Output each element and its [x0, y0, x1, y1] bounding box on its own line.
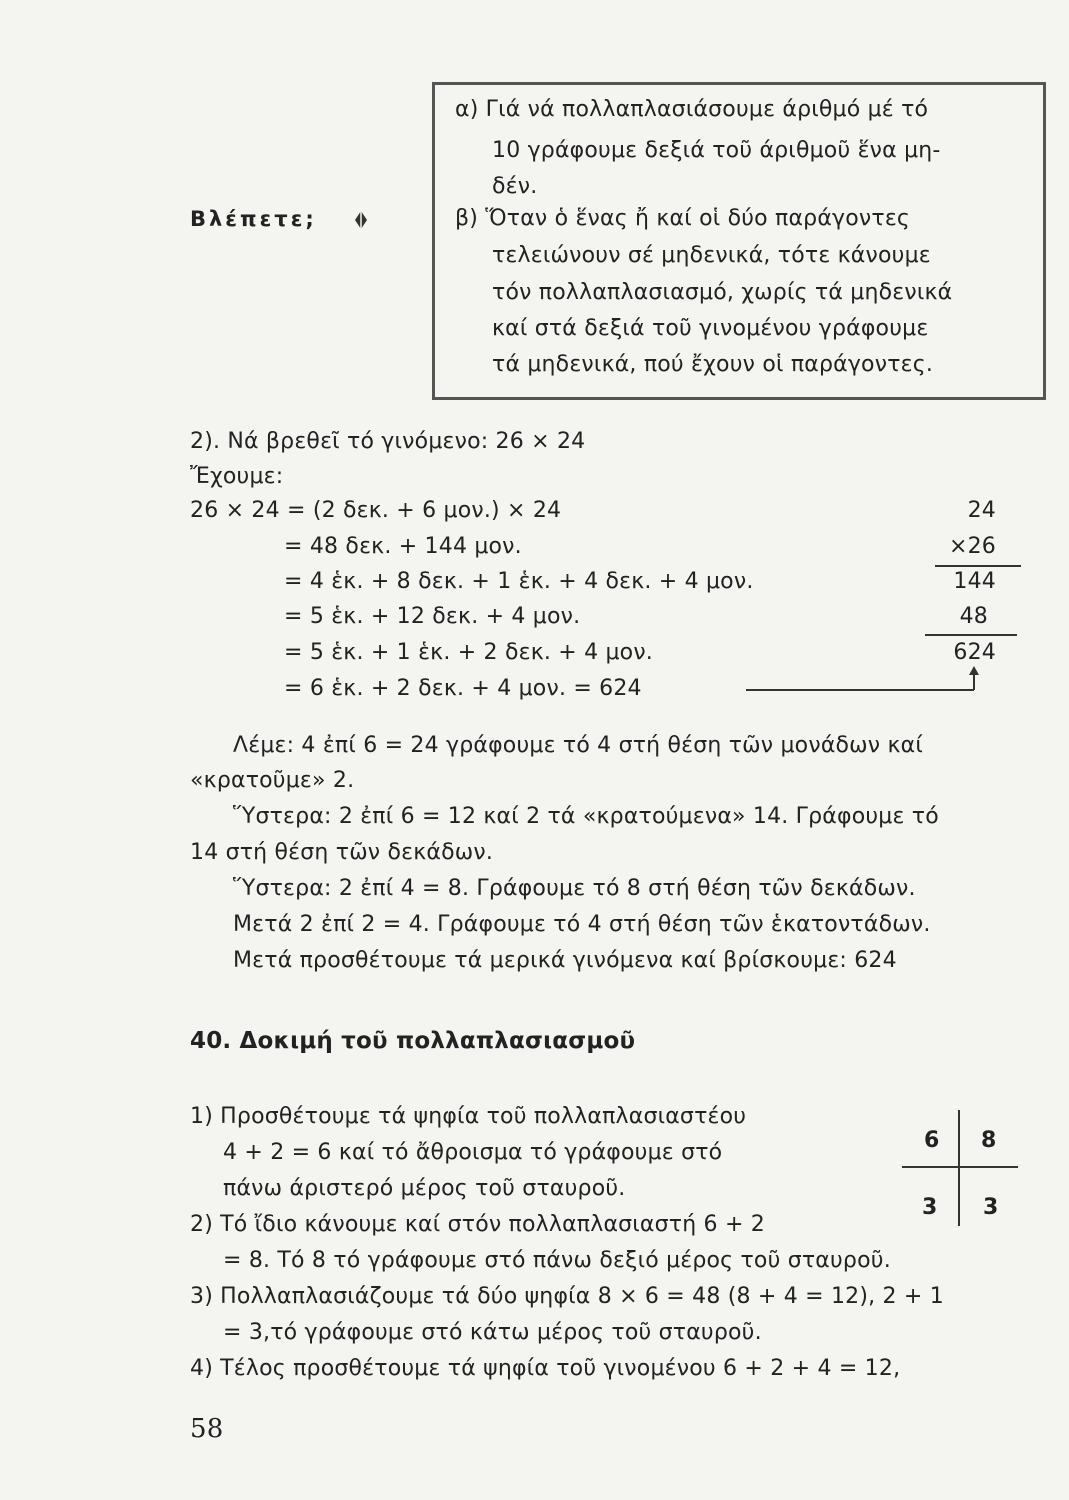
side-label: Βλέπετε;	[190, 207, 317, 231]
explanation-line: Μετά 2 ἐπί 2 = 4. Γράφουμε τό 4 στή θέση τῶν ἑκατοντάδων.	[233, 912, 931, 937]
rule-line: α) Γιά νά πολλαπλασιάσουμε άριθμό μέ τό	[455, 97, 929, 122]
column-rule	[925, 634, 1017, 636]
explanation-line: Ὕστερα: 2 ἐπί 4 = 8. Γράφουμε τό 8 στή θέση τῶν δεκάδων.	[233, 876, 916, 901]
example-have: Ἔχουμε:	[190, 464, 284, 489]
column-partial: 48	[959, 604, 988, 629]
section-line: = 3,τό γράφουμε στό κάτω μέρος τοῦ σταυροῦ.	[223, 1320, 762, 1345]
section-line: = 8. Τό 8 τό γράφουμε στό πάνω δεξιό μέρος τοῦ σταυροῦ.	[223, 1248, 891, 1273]
explanation-line: Μετά προσθέτουμε τά μερικά γινόμενα καί βρίσκουμε: 624	[233, 948, 897, 973]
rule-line: τόν πολλαπλασιασμό, χωρίς τά μηδενικά	[492, 280, 953, 305]
calc-step: = 5 ἑκ. + 1 ἑκ. + 2 δεκ. + 4 μον.	[284, 640, 653, 665]
column-multiplicand: 24	[967, 498, 996, 523]
rule-line: 10 γράφουμε δεξιά τοῦ άριθμοῦ ἕνα μη-	[492, 138, 941, 163]
pointing-hand-icon	[353, 210, 369, 230]
calc-step: 26 × 24 = (2 δεκ. + 6 μον.) × 24	[190, 498, 562, 523]
section-heading: 40. Δοκιμή τοῦ πολλαπλασιασμοῦ	[190, 1028, 636, 1054]
explanation-line: «κρατοῦμε» 2.	[190, 768, 355, 793]
column-multiplier: ×26	[948, 534, 996, 559]
calc-step: = 4 ἑκ. + 8 δεκ. + 1 ἑκ. + 4 δεκ. + 4 μον.	[284, 569, 754, 594]
rule-line: τελειώνουν σέ μηδενικά, τότε κάνουμε	[492, 243, 931, 268]
page-number: 58	[190, 1414, 224, 1444]
rule-line: τά μηδενικά, πού ἔχουν οἱ παράγοντες.	[492, 352, 934, 377]
calc-step: = 48 δεκ. + 144 μον.	[284, 534, 522, 559]
section-line: 1) Προσθέτουμε τά ψηφία τοῦ πολλαπλασιαστέου	[190, 1104, 747, 1129]
cross-vertical	[958, 1110, 960, 1226]
cross-top-left: 6	[924, 1128, 940, 1153]
section-line: 4) Τέλος προσθέτουμε τά ψηφία τοῦ γινομένου 6 + 2 + 4 = 12,	[190, 1356, 901, 1381]
column-rule	[935, 565, 1021, 567]
column-result: 624	[953, 640, 996, 665]
column-partial: 144	[953, 569, 996, 594]
cross-bottom-left: 3	[922, 1195, 938, 1220]
explanation-line: Ὕστερα: 2 ἐπί 6 = 12 καί 2 τά «κρατούμενα» 14. Γράφουμε τό	[233, 804, 939, 829]
cross-bottom-right: 3	[983, 1195, 999, 1220]
section-line: 4 + 2 = 6 καί τό ἄθροισμα τό γράφουμε στό	[223, 1140, 723, 1165]
rule-line: καί στά δεξιά τοῦ γινομένου γράφουμε	[492, 316, 929, 341]
section-line: πάνω άριστερό μέρος τοῦ σταυροῦ.	[223, 1176, 626, 1201]
explanation-line: Λέμε: 4 ἐπί 6 = 24 γράφουμε τό 4 στή θέση τῶν μονάδων καί	[233, 733, 923, 758]
arrow-line	[746, 665, 986, 695]
explanation-line: 14 στή θέση τῶν δεκάδων.	[190, 840, 494, 865]
example-title: 2). Νά βρεθεῖ τό γινόμενο: 26 × 24	[190, 429, 586, 454]
calc-step: = 5 ἑκ. + 12 δεκ. + 4 μον.	[284, 604, 581, 629]
section-line: 3) Πολλαπλασιάζουμε τά δύο ψηφία 8 × 6 = 48 (8 + 4 = 12), 2 + 1	[190, 1284, 944, 1309]
cross-horizontal	[902, 1166, 1018, 1168]
calc-step: = 6 ἑκ. + 2 δεκ. + 4 μον. = 624	[284, 676, 642, 701]
rule-line: β) Ὅταν ὁ ἕνας ἤ καί οἱ δύο παράγοντες	[455, 206, 911, 231]
section-line: 2) Τό ἴδιο κάνουμε καί στόν πολλαπλασιαστή 6 + 2	[190, 1212, 765, 1237]
rule-line: δέν.	[492, 174, 538, 199]
cross-top-right: 8	[981, 1128, 997, 1153]
